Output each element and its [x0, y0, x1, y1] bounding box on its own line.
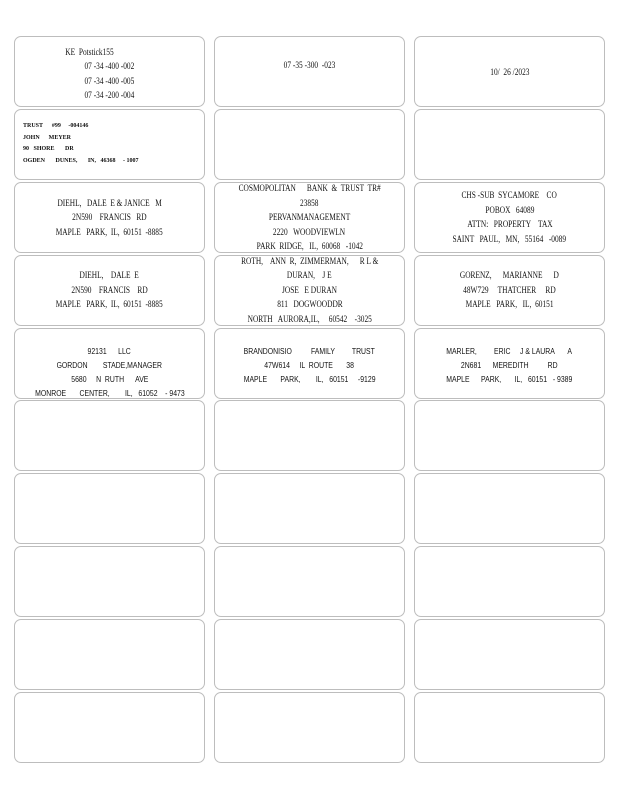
label-16 — [14, 400, 205, 471]
label-line: 07 -34 -200 -004 — [84, 89, 135, 100]
label-line: DIEHL, DALE E & JANICE M — [57, 197, 162, 208]
label-line: JOSE E DURAN — [282, 284, 337, 295]
label-line: 07 -34 -400 -002 — [84, 61, 135, 72]
label-17 — [214, 400, 405, 471]
label-line: ATTN: PROPERTY TAX — [466, 219, 553, 230]
label-line: 07 -34 -400 -005 — [84, 75, 135, 86]
label-7 — [14, 182, 205, 253]
label-9 — [414, 182, 605, 253]
label-19 — [14, 473, 205, 544]
label-line: 2N590 FRANCIS RD — [72, 212, 147, 223]
label-line: GORDON STADE,MANAGER — [56, 360, 163, 370]
label-line: PARK RIDGE, IL, 60068 -1042 — [256, 241, 363, 252]
label-line: PERVANMANAGEMENT — [268, 212, 351, 223]
label-12 — [414, 255, 605, 326]
label-line: SAINT PAUL, MN, 55164 -0089 — [452, 233, 567, 244]
label-line: MAPLE PARK, IL, 60151 -9129 — [243, 374, 376, 384]
label-line: 07 -35 -300 -023 — [283, 60, 336, 70]
label-14 — [214, 328, 405, 399]
label-line: CHS -SUB SYCAMORE CO — [461, 190, 558, 201]
label-line: MONROE CENTER, IL, 61052 - 9473 — [34, 388, 185, 398]
label-23 — [214, 546, 405, 617]
label-8 — [214, 182, 405, 253]
label-24 — [414, 546, 605, 617]
label-line: DIEHL, DALE E — [79, 270, 140, 281]
label-line: MAPLE PARK, IL, 60151 - 9389 — [446, 374, 573, 384]
label-20 — [214, 473, 405, 544]
label-29 — [214, 692, 405, 763]
label-line: 2220 WOODVIEWLN — [273, 226, 346, 237]
label-line: JOHN MEYER — [23, 134, 71, 141]
label-6 — [414, 109, 605, 180]
label-line: MARLER, ERIC J & LAURA A — [446, 346, 573, 356]
label-22 — [14, 546, 205, 617]
label-line: 5680 N RUTH AVE — [70, 374, 149, 384]
label-21 — [414, 473, 605, 544]
label-line: OGDEN DUNES, IN, 46368 - 1007 — [23, 157, 139, 164]
label-28 — [14, 692, 205, 763]
label-line: MAPLE PARK, IL, 60151 -8885 — [56, 226, 163, 237]
label-line: COSMOPOLITAN BANK & TRUST TR# — [238, 183, 381, 194]
label-line: 23858 — [300, 197, 319, 208]
label-line: 92131 LLC — [87, 346, 132, 356]
label-13 — [14, 328, 205, 399]
label-line: ROTH, ANN R, ZIMMERMAN, R L & — [240, 255, 379, 266]
label-25 — [14, 619, 205, 690]
label-line: MAPLE PARK, IL, 60151 -8885 — [56, 299, 163, 310]
label-line: KE Potstick155 — [65, 47, 114, 57]
label-line: 811 DOGWOODDR — [276, 299, 343, 310]
label-10 — [14, 255, 205, 326]
label-line: MAPLE PARK, IL, 60151 — [465, 299, 554, 310]
label-sheet — [14, 36, 605, 763]
label-26 — [214, 619, 405, 690]
label-4 — [14, 109, 205, 180]
label-line: GORENZ, MARIANNE D — [459, 270, 560, 281]
label-line: NORTH AURORA,IL, 60542 -3025 — [247, 313, 372, 324]
label-line: DURAN, J E — [287, 270, 332, 281]
label-18 — [414, 400, 605, 471]
label-line: POBOX 64089 — [484, 204, 534, 215]
label-line: 47W614 IL ROUTE 38 — [264, 360, 355, 370]
label-5 — [214, 109, 405, 180]
label-line: 10/ 26 /2023 — [489, 66, 530, 77]
label-30 — [414, 692, 605, 763]
label-line: 2N590 FRANCIS RD — [71, 284, 148, 295]
label-line: TRUST #99 -004146 — [23, 123, 89, 130]
label-2 — [214, 36, 405, 107]
label-15 — [414, 328, 605, 399]
label-line: BRANDONISIO FAMILY TRUST — [243, 346, 376, 356]
label-3 — [414, 36, 605, 107]
label-line: 2N681 MEREDITH RD — [461, 360, 558, 370]
label-27 — [414, 619, 605, 690]
label-line: 90 SHORE DR — [23, 146, 74, 153]
label-line: 48W729 THATCHER RD — [463, 284, 556, 295]
label-11 — [214, 255, 405, 326]
label-1 — [14, 36, 205, 107]
